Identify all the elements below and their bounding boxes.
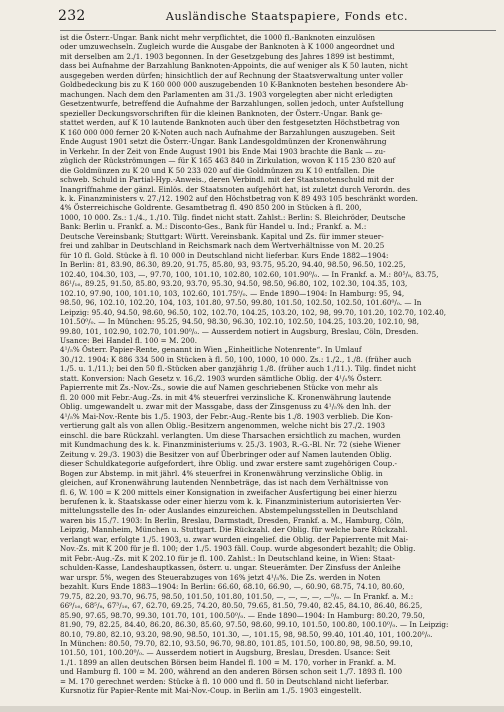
text-line: 102.10, 97.90, 100, 101.10, 103, 102.60, 101.75⁰/₀. — Ende 1890—1904: In Hamburg: 95, 94,: [60, 288, 405, 298]
text-line: 85.90, 97.65, 98.70, 99.30, 101.70, 101, 100.50⁰/₀. — Ende 1890—1904: In Hamburg: 80.20, 79.50,: [60, 610, 425, 620]
text-line: dieser Schuldkategorie aufgefordert, ihre Oblig. und zwar erstere samt zugehörigen Coup.-: [60, 459, 397, 469]
text-line: = M. 170 gerechnet werden: Stücke à fl. 10 000 und fl. 50 in Deutschland nicht lieferbar.: [60, 676, 389, 686]
text-line: in Verkehr. In der Zeit von Ende August 1901 bis Ende Mai 1903 brachte die Bank — zu-: [60, 146, 386, 156]
text-line: Zeitung v. 29./3. 1903) die Besitzer von auf Überbringer oder auf Namen lautenden Oblig.: [60, 449, 392, 459]
text-line: Leipzig, Mannheim, München u. Stuttgart. Die Rückzahl. der Oblig. für welche bare Rückzahl.: [60, 525, 408, 535]
page-number: 232: [58, 8, 86, 24]
text-line: 66⁹/₁₆, 68⁵/₈, 67³/₁₆, 67, 62.70, 69.25, 74.20, 80.50, 79.65, 81.50, 79.40, 82.45, 84.10, 86.40, 86.25,: [60, 601, 423, 611]
text-line: Goldbedeckung bis zu K 160 000 000 auszugebenden 10 K-Banknoten bestehen besondere Ab-: [60, 80, 408, 90]
text-line: die Goldmünzen zu K 20 und K 50 233 020 auf die Goldmünzen zu K 10 entfallen. Die: [60, 165, 375, 175]
text-line: mit derselben am 2./1. 1903 begonnen. In der Gesetzgebung des Jahres 1899 ist bestimmt,: [60, 51, 395, 61]
text-line: einschl. die bare Rückzahl. verlangten. Um diese Tharsachen ersichtlich zu machen, wurden: [60, 430, 401, 440]
text-line: K 160 000 000 ferner 20 K-Noten auch nach Aufnahme der Barzahlungen auszugeben. Seit: [60, 127, 396, 137]
text-line: 80.10, 79.80, 82.10, 93.20, 98.90, 98.50, 101.30, —, 101.15, 98, 98.50, 99.40, 101.40, 101, 100.20⁰/₀.: [60, 629, 433, 639]
text-line: Usance: Bei Handel fl. 100 = M. 200.: [60, 336, 198, 345]
text-line: 4¹/₅% Österr. Papier-Rente, genannt in Wien „Einheitliche Notenrente“. In Umlauf: [60, 345, 362, 355]
text-line: ausgegeben werden dürfen; hinsichtlich der auf Rechnung der Staatsverwaltung unter voller: [60, 70, 403, 80]
text-line: 4% Österreichische Goldrente. Gesamtbetrag fl. 490 850 200 in Stücken à fl. 200,: [60, 203, 362, 213]
text-line: vertierung galt als von allen Oblig.-Besitzern angenommen, welche nicht bis 27./2. 1903: [60, 421, 386, 431]
text-line: stattet werden, auf K 10 lautende Banknoten auch über den festgesetzten Höchstbetrag von: [60, 118, 400, 128]
text-line: 99.80, 101, 102.90, 102.70, 101.90⁰/₀. — Ausserdem notiert in Augsburg, Breslau, Cöln, Dresden.: [60, 326, 419, 336]
text-line: oder umzuwechseln. Zugleich wurde die Ausgabe der Banknoten à K 1000 angeordnet und: [60, 42, 395, 52]
text-line: Papierrente mit Zs.-Nov.-Zs., sowie die auf Namen geschriebenen Stücke von mehr als: [60, 383, 379, 393]
text-line: Ende August 1901 setzt die Österr.-Ungar. Bank Landesgoldmünzen der Kronenwährung: [60, 137, 387, 147]
text-line: mittelungsstelle des In- oder Auslandes einzureichen. Abstempelungsstellen in Deutschland: [60, 506, 399, 516]
text-line: Bank: Berlin u. Frankf. a. M.: Disconto-Ges., Bank für Handel u. Ind.; Frankf. a. M.:: [60, 222, 367, 232]
text-line: 98.50, 96, 102.10, 102.20, 104, 103, 101.80, 97.50, 99.80, 101.50, 102.50, 102.50, 101.60⁰/₀. — In: [60, 298, 422, 308]
text-line: 102.40, 104.30, 103, —, 97.70, 100, 101.10, 102.80, 102.60, 101.90⁰/₀. — In Frankf. a. M.: 80⁵/₈, 83.75,: [60, 269, 439, 279]
text-line: 101.50, 101, 100.20⁰/₀. — Ausserdem notiert in Augsburg, Breslau, Dresden. Usance: Seit: [60, 648, 391, 658]
text-line: Bogen zur Abstemp. in mit jährl. 4% steuerfrei in Kronenwährung verzinsliche Oblig. in: [60, 468, 383, 478]
text-line: In Berlin: 81, 83.90, 86.30, 89.20, 91.75, 85.80, 93, 93.75, 95.20, 94.40, 98.50, 96.50, 102.25,: [60, 260, 406, 270]
text-line: schweb. Schuld in Partial-Hyp.-Anweis., deren Verbindl. mit der Staatsnotenschuld mit der: [60, 175, 394, 185]
text-line: statt. Konversion: Nach Gesetz v. 16./2. 1903 wurden sämtliche Oblig. der 4¹/₅% Österr.: [60, 373, 383, 383]
text-line: berufenen k. k. Staatskasse oder einer hierzu vom k. k. Finanzministerium autorisierten Ver-: [60, 496, 402, 506]
text-line: Oblig. umgewandelt u. zwar mit der Massgabe, dass der Zinsgenuss zu 4¹/₅% den lnh. der: [60, 402, 391, 412]
text-line: machungen. Nach dem den Parlamenten am 31./3. 1903 vorgelegten aber nicht erledigten: [60, 89, 393, 99]
text-line: 101.50⁰/₀. — In München: 95.25, 94.50, 98.30, 96.30, 102.10, 102.50, 104.25, 103.20, 102.10, 98,: [60, 317, 420, 327]
text-line: waren bis 15./7. 1903: In Berlin, Breslau, Darmstadt, Dresden, Frankf. a. M., Hamburg, Cöln,: [60, 515, 404, 525]
text-line: war urspr. 5%, wegen des Steuerabzuges von 16% jetzt 4¹/₅%. Die Zs. werden in Noten: [60, 572, 381, 582]
text-line: gleichen, auf Kronenwährung lautenden Nennbeträge, das ist nach dem Verhältnisse von: [60, 478, 389, 488]
text-line: Leipzig: 95.40, 94.50, 98.60, 96.50, 102, 102.70, 104.25, 103.20, 102, 98, 99.70, 101.20, 102.70, 102.40,: [60, 307, 447, 317]
text-line: In München: 80.50, 79.70, 82.10, 93.50, 96.70, 98.80, 101.85, 101.50, 100.80, 98, 98.50, 99.10,: [60, 639, 413, 648]
text-line: 1./1. 1899 an allen deutschen Börsen beim Handel fl. 100 = M. 170, vorher in Frankf. a. M.: [60, 657, 397, 667]
text-line: 86¹/₁₆, 89.25, 91.50, 85.80, 93.20, 93.70, 95.30, 94.50, 98.50, 96.80, 102, 102.30, 104.35, 103,: [60, 279, 408, 289]
text-line: Nov.-Zs. mit K 200 für je fl. 100; der 1./5. 1903 fäll. Coup. wurde abgesondert bezahlt; die Oblig.: [60, 544, 416, 554]
text-line: 1000, 10 000. Zs.: 1./4., 1./10. Tilg. findet nicht statt. Zahlst.: Berlin: S. Bleichröder, Deutsche: [60, 212, 406, 222]
text-line: frei und zahlbar in Deutschland in Reichsmark nach dem Wertverhältnisse von M. 20.25: [60, 241, 385, 251]
body-text: [60, 33, 496, 696]
text-line: Deutsche Vereinsbank; Stuttgart: Württ. Vereinsbank. Kapital und Zs. für immer steuer-: [60, 231, 384, 241]
text-line: Kursnotiz für Papier-Rente mit Mai-Nov.-Coup. in Berlin am 1./5. 1903 eingestellt.: [60, 686, 362, 696]
text-line: mit Kundmachung des k. k. Finanzministeriums v. 25./3. 1903, R.-G.-Bl. Nr. 72 (siehe Wiener: [60, 440, 401, 450]
text-line: bezahlt. Kurs Ende 1883—1904: In Berlin: 66.60, 68.10, 66.90, —, 60.90, 68.75, 74.10, 80.60,: [60, 582, 405, 592]
running-title: Ausländische Staatspapiere, Fonds etc.: [165, 10, 409, 23]
text-line: ist die Österr.-Ungar. Bank nicht mehr verpflichtet, die 1000 fl.-Banknoten einzulösen: [60, 33, 376, 42]
text-line: schulden-Kasse, Landeshauptkassen, österr. u. ungar. Steuerämter. Der Zinsfuss der Anleihe: [60, 563, 401, 573]
text-line: mit Febr.-Aug.-Zs. mit K 202.10 für je fl. 100. Zahlst.: In Deutschland keine, in Wien: Staat-: [60, 553, 395, 563]
text-line: für 10 fl. Gold. Stücke à fl. 10 000 in Deutschland nicht lieferbar. Kurs Ende 1882—1904:: [60, 250, 389, 260]
text-line: und Hamburg fl. 100 = M. 200, während an den anderen Börsen schon seit 1./7. 1893 fl. 100: [60, 667, 403, 677]
text-line: k. k. Finanzministers v. 27./12. 1902 auf den Höchstbetrag von K 89 493 105 beschränkt worden.: [60, 193, 419, 203]
text-line: 81.90, 79, 82.25, 84.40, 86.20, 86.30, 85.60, 97.50, 98.60, 99.10, 101.50, 100.80, 100.10⁰/₀. — In Leipzig:: [60, 620, 449, 630]
text-line: 4¹/₅% Mai-Nov.-Rente bis 1./5. 1903, der Febr.-Aug.-Rente bis 1./8. 1903 verblieb. Die Kon-: [60, 411, 393, 421]
page-header: [60, 8, 496, 31]
text-line: fl. 6, W. 100 = K 200 mittels einer Konsignation in zweifacher Ausfertigung bei einer hierzu: [60, 487, 398, 497]
text-line: Gesetzentwurfe, betreffend die Aufnahme der Barzahlungen, sollen jedoch, unter Aufstellung: [60, 99, 404, 109]
text-line: 79.75, 82.20, 93.70, 96.75, 98.50, 101.50, 101.80, 101.50, —, —, —, —, —⁰/₀. — In Frankf. a. M.:: [60, 591, 414, 601]
text-line: dass bei Aufnahme der Barzahlung Banknoten-Appoints, die auf weniger als K 50 lauten, nicht: [60, 61, 408, 71]
text-line: züglich der Rückströmungen — für K 165 463 840 in Zirkulation, wovon K 115 230 820 auf: [60, 156, 396, 166]
text-line: 1./5. u. 1./11.); bei den 50 fl.-Stücken aber ganzjährig 1./8. (früher auch 1./11.). Tilg. findet nicht: [60, 364, 417, 374]
text-line: fl. 20 000 mit Febr.-Aug.-Zs. in mit 4% steuerfrei verzinsliche K. Kronenwährung lautende: [60, 392, 392, 402]
text-line: Inangriffnahme der gänzl. Einlös. der Staatsnoten aufgehört hat, ist zuletzt durch Verordn. des: [60, 184, 411, 194]
text-line: 30./12. 1904: K 886 334 500 in Stücken à fl. 50, 100, 1000, 10 000. Zs.: 1./2., 1./8. (früher auch: [60, 354, 412, 364]
text-line: spezieller Deckungsvorschriften für die kleinen Banknoten, der Österr.-Ungar. Bank ge-: [60, 108, 383, 118]
page-bottom-edge: [0, 706, 504, 712]
text-line: verlangt war, erfolgte 1./5. 1903, u. zwar wurden eingelief. die Oblig. der Papierrente mit Mai-: [60, 534, 409, 544]
